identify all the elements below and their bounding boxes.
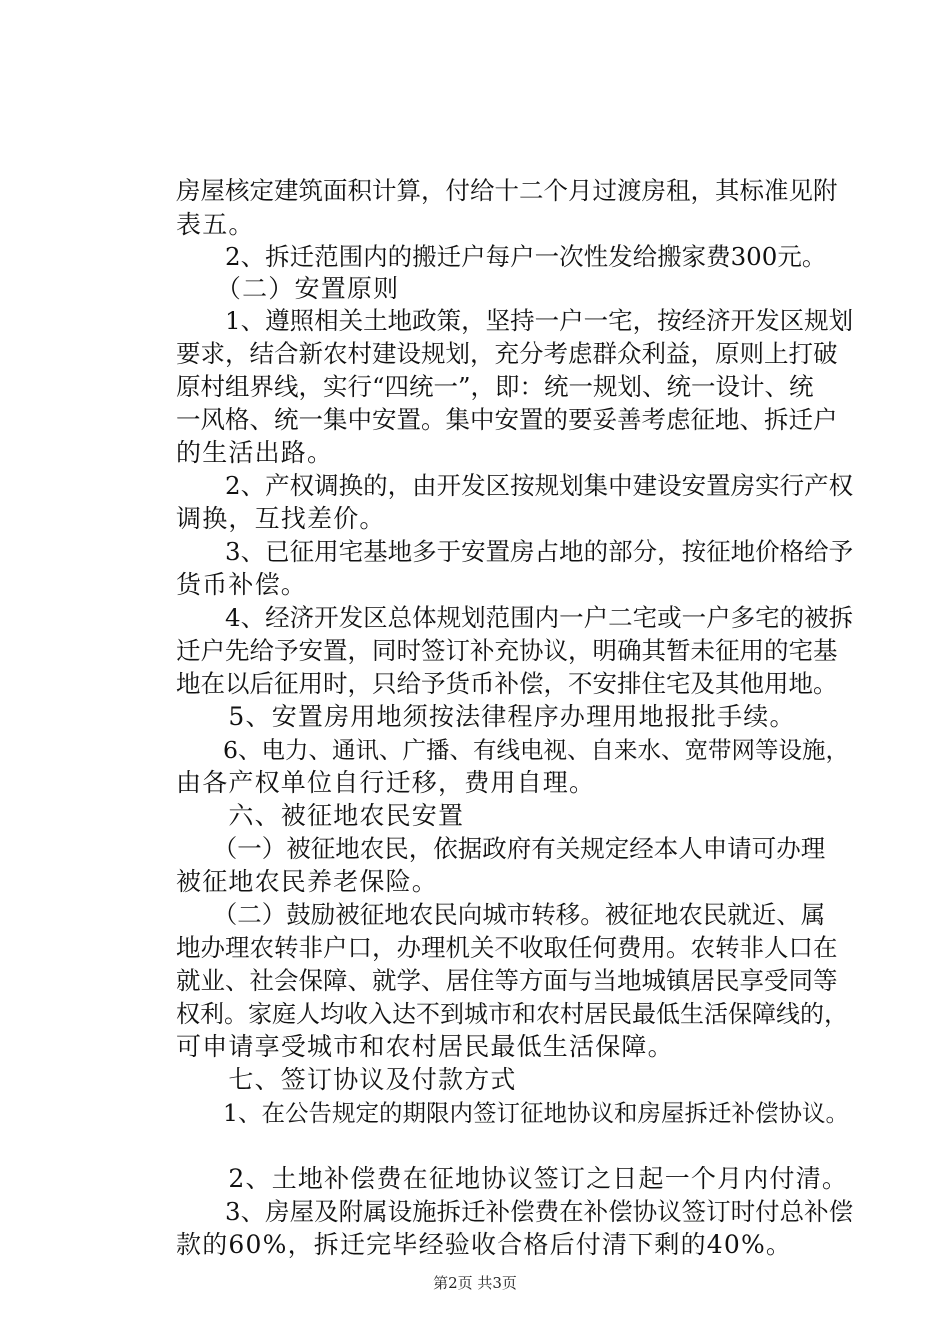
text-line: 1、在公告规定的期限内签订征地协议和房屋拆迁补偿协议。 — [176, 1099, 849, 1127]
text-line: 由各产权单位自行迁移，费用自理。 — [176, 768, 596, 797]
text-line: （二）安置原则 — [176, 274, 400, 303]
text-line: 3、房屋及附属设施拆迁补偿费在补偿协议签订时付总补偿 — [176, 1197, 854, 1226]
text-line: 1、遵照相关土地政策，坚持一户一宅，按经济开发区规划 — [176, 306, 854, 335]
text-line: 款的60%，拆迁完毕经验收合格后付清下剩的40%。 — [176, 1230, 793, 1259]
text-line: 被征地农民养老保险。 — [176, 867, 439, 896]
text-line: 2、产权调换的，由开发区按规划集中建设安置房实行产权 — [176, 471, 854, 500]
text-line: 房屋核定建筑面积计算，付给十二个月过渡房租，其标准见附 — [176, 176, 838, 205]
text-line: 2、拆迁范围内的搬迁户每户一次性发给搬家费300元。 — [176, 242, 827, 271]
text-line: 一风格、统一集中安置。集中安置的要妥善考虑征地、拆迁户 — [176, 405, 838, 434]
text-line: 的生活出路。 — [176, 438, 334, 467]
text-line: 权利。家庭人均收入达不到城市和农村居民最低生活保障线的， — [176, 1000, 848, 1028]
text-line: 地办理农转非户口，办理机关不收取任何费用。农转非人口在 — [176, 933, 838, 962]
text-line: 4、经济开发区总体规划范围内一户二宅或一户多宅的被拆 — [176, 603, 854, 632]
page-footer: 第2页 共3页 — [433, 1274, 517, 1292]
text-line: 六、被征地农民安置 — [176, 801, 465, 830]
text-line: 原村组界线，实行“四统一”，即：统一规划、统一设计、统 — [176, 372, 814, 401]
text-line: 就业、社会保障、就学、居住等方面与当地城镇居民享受同等 — [176, 966, 838, 995]
text-line: 七、签订协议及付款方式 — [176, 1065, 517, 1094]
text-line: （二）鼓励被征地农民向城市转移。被征地农民就近、属 — [176, 900, 826, 929]
text-line: 货币补偿。 — [176, 570, 308, 599]
text-line: （一）被征地农民，依据政府有关规定经本人申请可办理 — [176, 834, 826, 863]
text-line: 6、电力、通讯、广播、有线电视、自来水、宽带网等设施， — [176, 736, 849, 764]
text-line: 可申请享受城市和农村居民最低生活保障。 — [176, 1032, 674, 1061]
text-line: 地在以后征用时，只给予货币补偿，不安排住宅及其他用地。 — [176, 669, 838, 698]
text-line: 调换，互找差价。 — [176, 504, 386, 533]
text-line: 5、安置房用地须按法律程序办理用地报批手续。 — [176, 702, 796, 731]
text-line: 2、土地补偿费在征地协议签订之日起一个月内付清。 — [176, 1164, 849, 1193]
text-line: 要求，结合新农村建设规划，充分考虑群众利益，原则上打破 — [176, 339, 838, 368]
text-line: 迁户先给予安置，同时签订补充协议，明确其暂未征用的宅基 — [176, 636, 838, 665]
text-line: 3、已征用宅基地多于安置房占地的部分，按征地价格给予 — [176, 537, 854, 566]
text-line: 表五。 — [176, 210, 255, 239]
